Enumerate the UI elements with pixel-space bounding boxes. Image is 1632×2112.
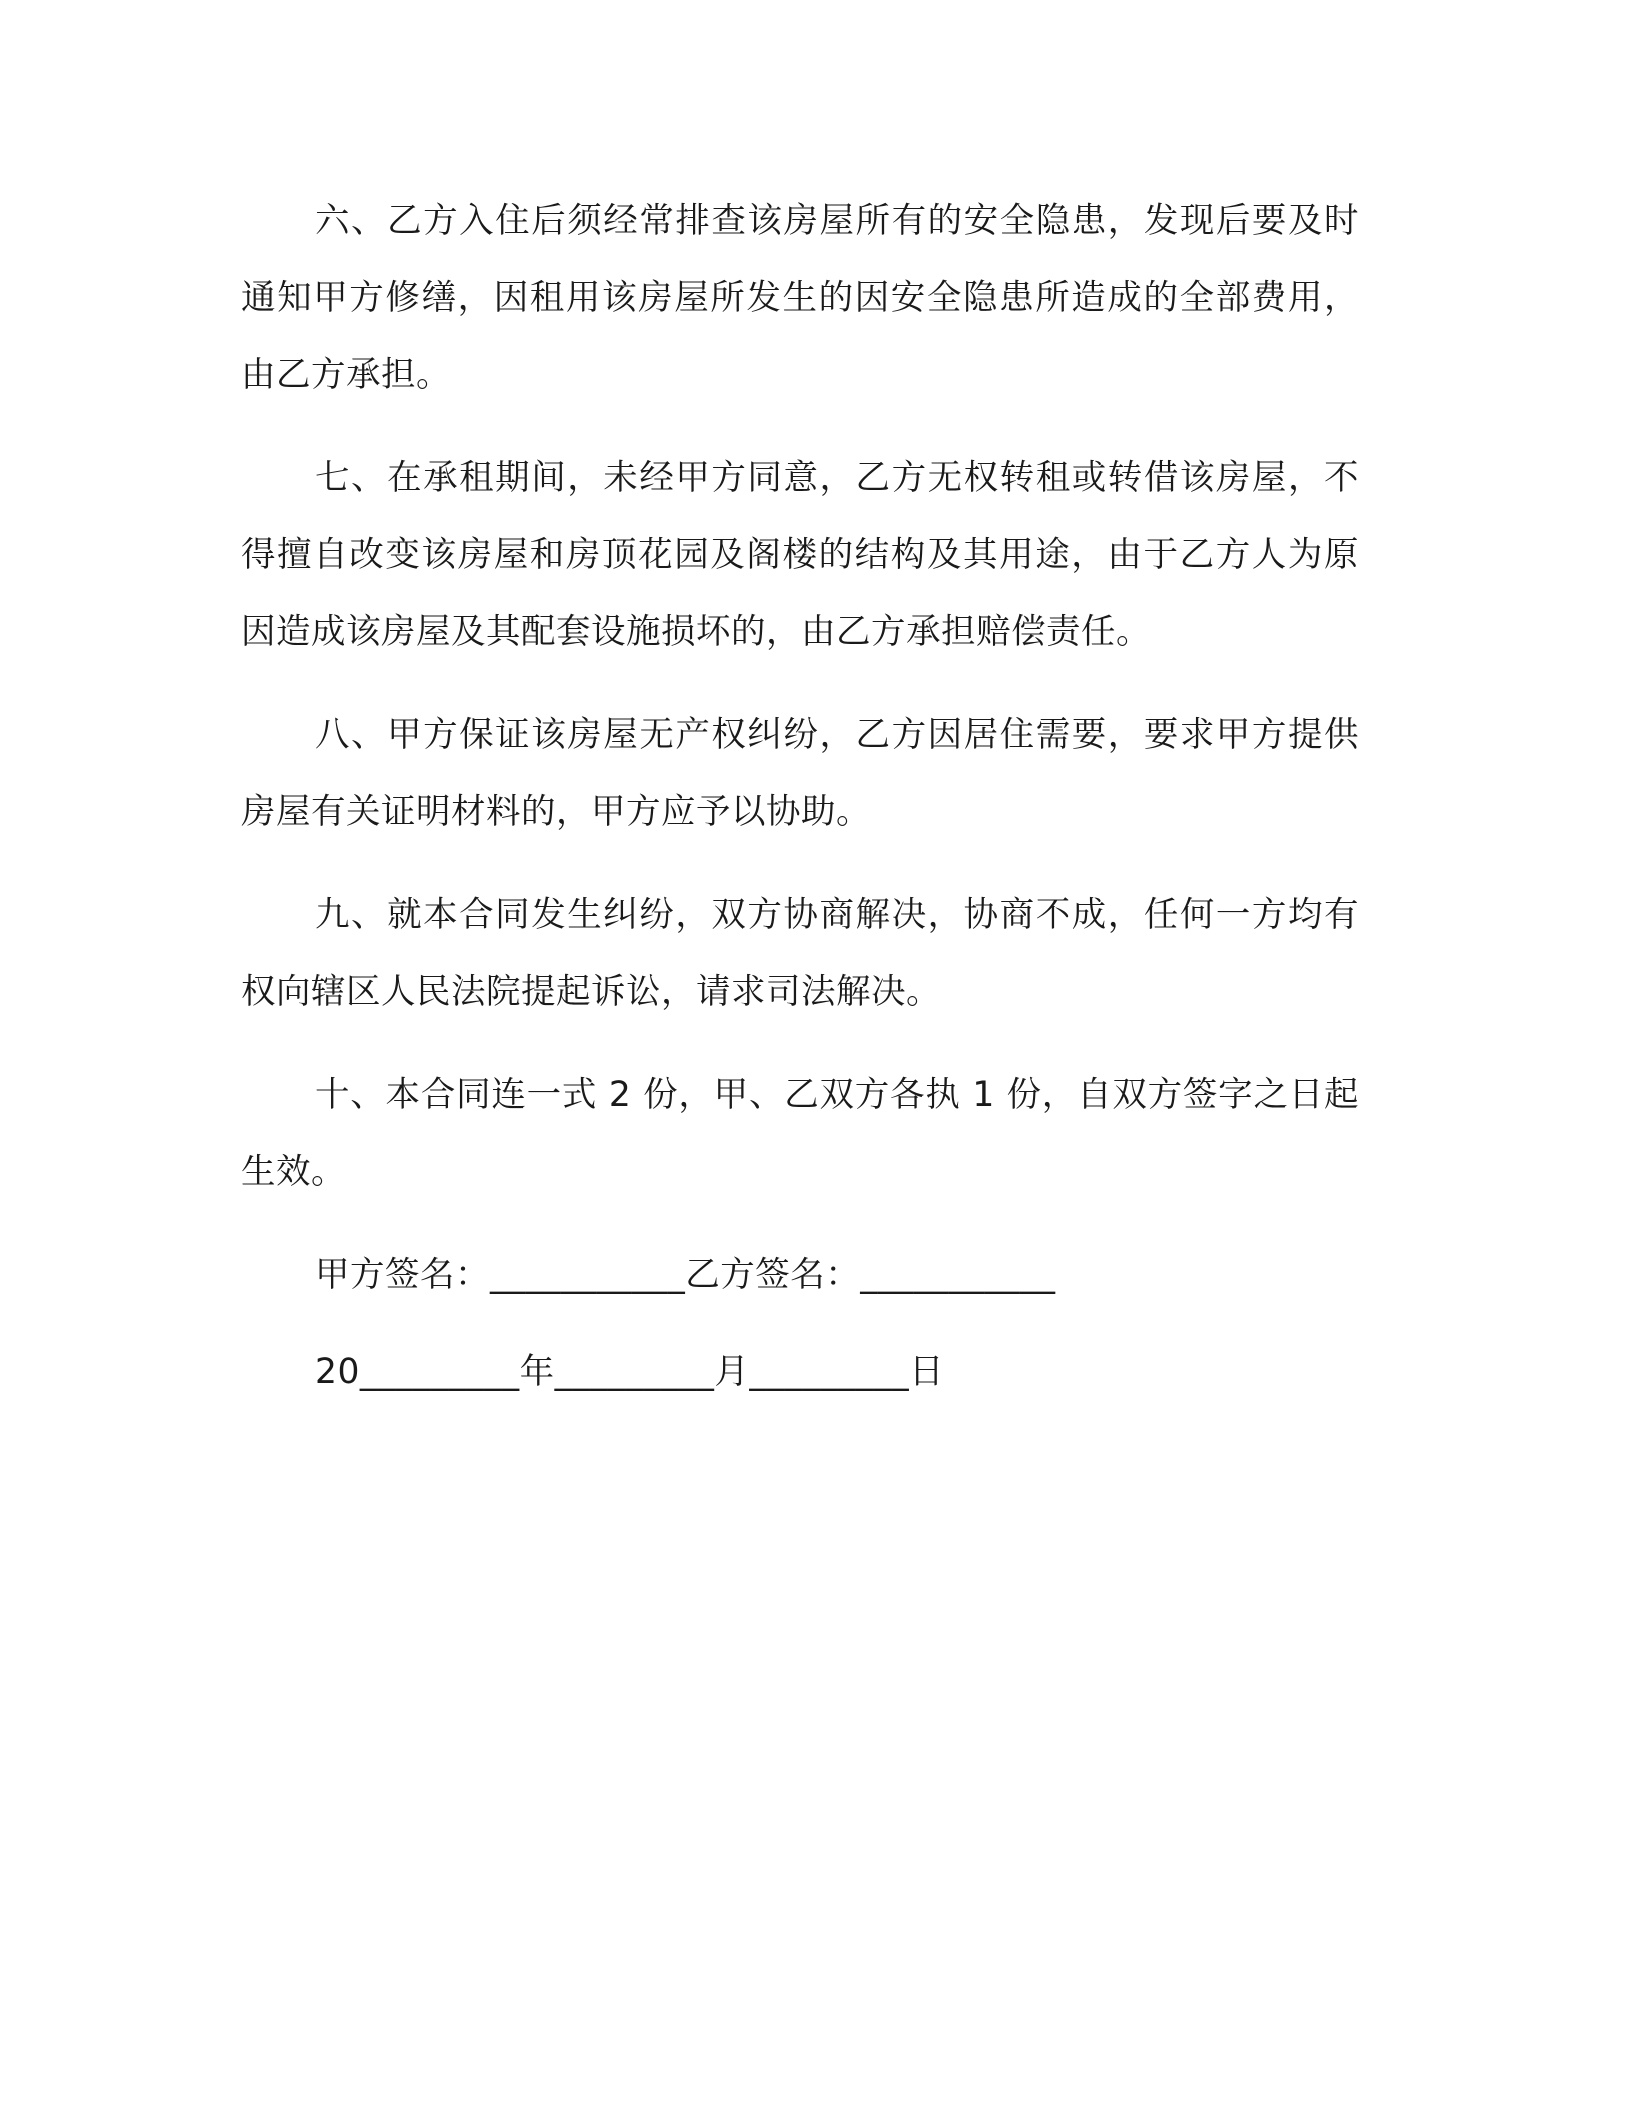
- clause-six: 六、乙方入住后须经常排查该房屋所有的安全隐患，发现后要及时通知甲方修缮，因租用该房屋所发生的因安全隐患所造成的全部费用，由乙方承担。: [241, 201, 1359, 395]
- clause-ten: 十、本合同连一式 2 份，甲、乙双方各执 1 份，自双方签字之日起生效。: [241, 1075, 1359, 1192]
- date-line: 20_________年_________月_________日: [315, 1352, 945, 1392]
- clause-nine: 九、就本合同发生纠纷，双方协商解决，协商不成，任何一方均有权向辖区人民法院提起诉讼，请求司法解决。: [241, 895, 1359, 1012]
- clause-seven: 七、在承租期间，未经甲方同意，乙方无权转租或转借该房屋，不得擅自改变该房屋和房顶花园及阁楼的结构及其用途，由于乙方人为原因造成该房屋及其配套设施损坏的，由乙方承担赔偿责任。: [241, 458, 1359, 652]
- contract-body: [241, 183, 1359, 1411]
- clause-eight: 八、甲方保证该房屋无产权纠纷，乙方因居住需要，要求甲方提供房屋有关证明材料的，甲方应予以协助。: [241, 715, 1359, 832]
- signature-line: 甲方签名：___________乙方签名：___________: [315, 1255, 1056, 1295]
